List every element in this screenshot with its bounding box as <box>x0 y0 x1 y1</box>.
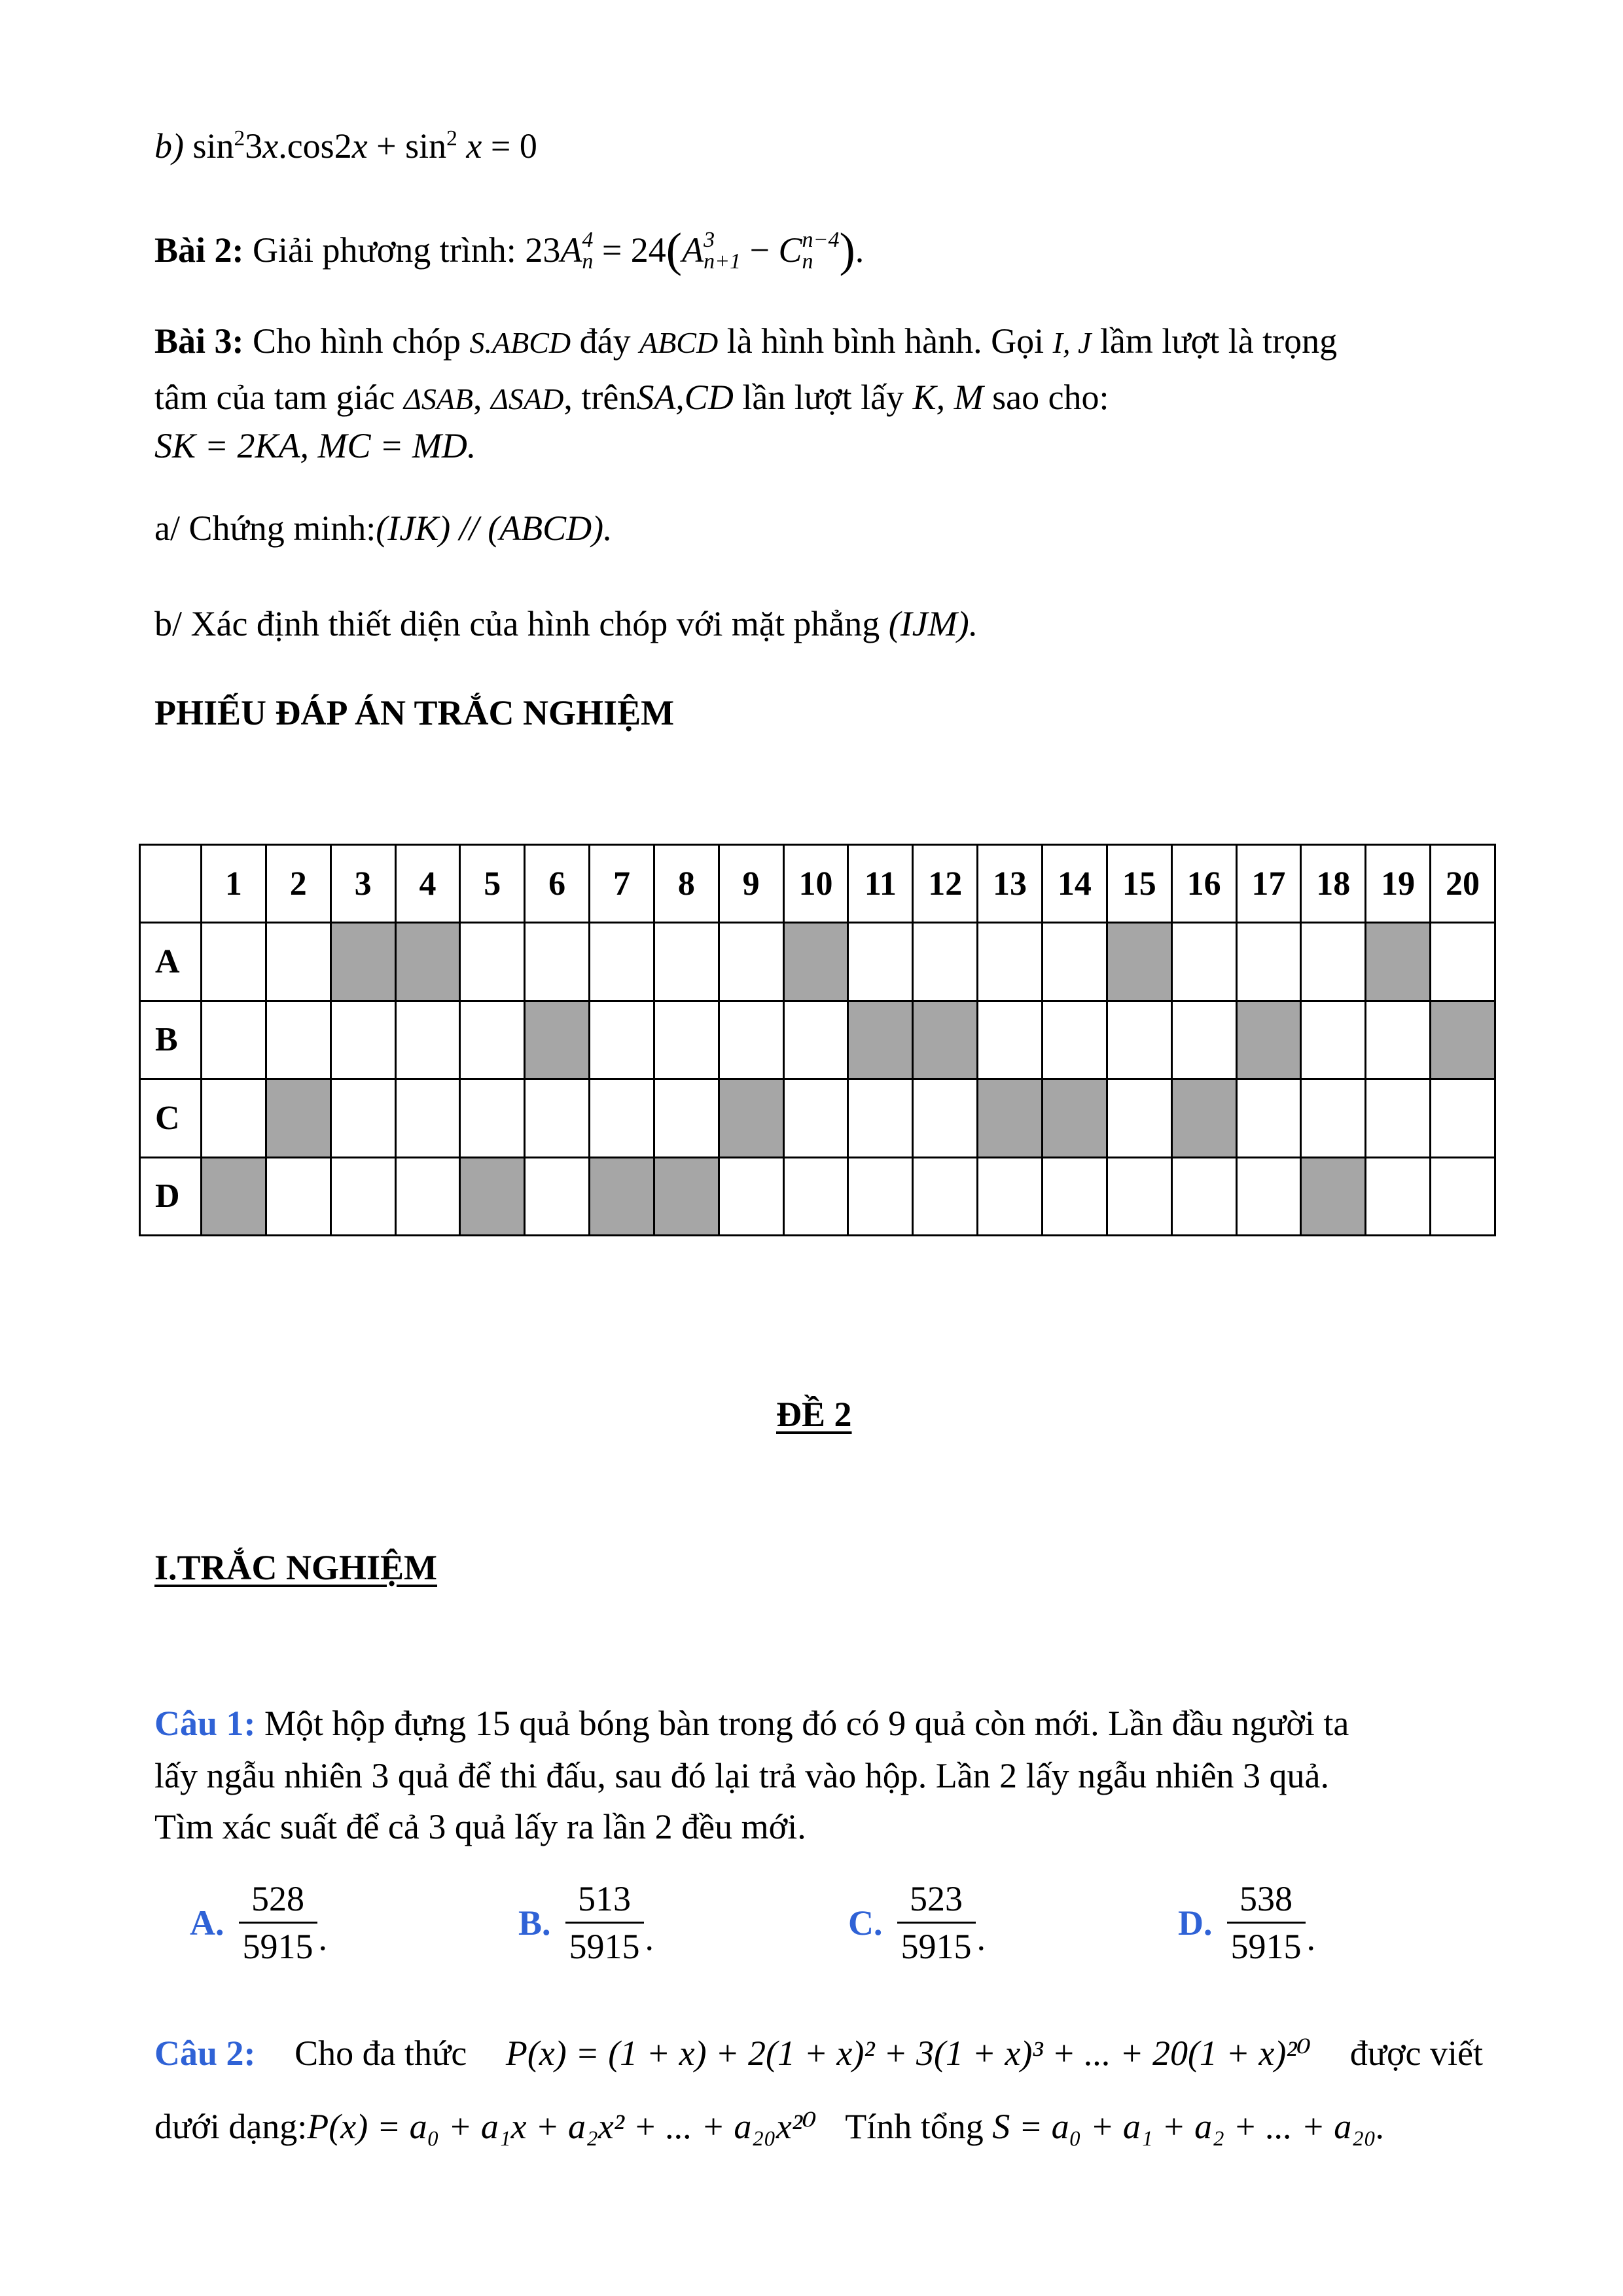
exponent: 2 <box>446 126 457 151</box>
cau2-expansion: P(x) = a₀ + a₁x + a₂x² + ... + a₂₀x²⁰ <box>307 2107 817 2146</box>
sub: n+1 <box>704 249 741 274</box>
answer-cell-filled[interactable] <box>978 1079 1043 1157</box>
bai3-line1 <box>154 323 1337 359</box>
answer-cell[interactable] <box>848 923 913 1001</box>
row-label: C <box>140 1079 202 1157</box>
answer-cell[interactable] <box>1042 1157 1107 1235</box>
answer-cell-filled[interactable] <box>654 1157 719 1235</box>
cau1-line3: Tìm xác suất để cả 3 quả lấy ra lần 2 đều mới. <box>154 1807 806 1846</box>
answer-cell-filled[interactable] <box>719 1079 783 1157</box>
cau2-text4: Tính tổng <box>845 2107 984 2146</box>
text: lầm lượt là trọng <box>1099 321 1338 361</box>
math: ΔSAD <box>491 382 564 416</box>
answer-cell[interactable] <box>1042 1001 1107 1079</box>
corner-cell <box>140 845 202 923</box>
text: sao cho: <box>992 378 1109 417</box>
column-header: 15 <box>1107 845 1171 923</box>
cau1-label: Câu 1: <box>154 1704 256 1743</box>
cau1-option-a[interactable] <box>190 1881 327 1964</box>
column-header: 10 <box>783 845 848 923</box>
answer-cell[interactable] <box>1236 1079 1301 1157</box>
column-header: 9 <box>719 845 783 923</box>
denominator: 5915 <box>239 1922 317 1964</box>
answer-cell[interactable] <box>590 1001 654 1079</box>
cau1-option-c[interactable] <box>848 1881 986 1964</box>
bai3-title: Bài 3: <box>154 321 244 361</box>
answer-cell-filled[interactable] <box>913 1001 978 1079</box>
denominator: 5915 <box>1227 1922 1306 1964</box>
answer-cell[interactable] <box>719 1157 783 1235</box>
math: ABCD <box>639 326 719 359</box>
part-b <box>154 606 978 641</box>
column-header: 12 <box>913 845 978 923</box>
answer-cell[interactable] <box>978 1157 1043 1235</box>
cos-term: .cos2 <box>278 126 352 166</box>
text: lần lượt lấy <box>742 378 904 417</box>
column-header: 14 <box>1042 845 1107 923</box>
answer-cell[interactable] <box>590 1079 654 1157</box>
numerator: 513 <box>578 1879 632 1918</box>
answer-cell[interactable] <box>202 1001 266 1079</box>
denominator: 5915 <box>565 1922 644 1964</box>
answer-cell-filled[interactable] <box>1366 923 1431 1001</box>
part-a-expr: (IJK) // (ABCD). <box>376 509 613 548</box>
answer-cell[interactable] <box>330 1079 395 1157</box>
equation-line-b <box>154 128 537 164</box>
answer-cell[interactable] <box>1171 1001 1236 1079</box>
answer-cell[interactable] <box>460 923 525 1001</box>
bai3-line3: SK = 2KA, MC = MD. <box>154 426 476 465</box>
answer-cell[interactable] <box>1042 923 1107 1001</box>
answer-cell[interactable] <box>1301 1079 1366 1157</box>
equals-zero: = 0 <box>482 126 537 166</box>
column-header: 18 <box>1301 845 1366 923</box>
cau2-text3: dưới dạng: <box>154 2107 308 2146</box>
part-a <box>154 511 613 546</box>
cau1-option-d[interactable] <box>1178 1881 1315 1964</box>
column-header: 5 <box>460 845 525 923</box>
cau1-line2: lấy ngẫu nhiên 3 quả để thi đấu, sau đó lại trả vào hộp. Lần 2 lấy ngẫu nhiên 3 quả. <box>154 1756 1330 1795</box>
minus: − <box>741 230 779 270</box>
option-fraction <box>897 1881 976 1964</box>
numerator: 528 <box>251 1879 304 1918</box>
answer-cell-filled[interactable] <box>460 1157 525 1235</box>
answer-cell-filled[interactable] <box>1236 1001 1301 1079</box>
answer-cell[interactable] <box>783 1079 848 1157</box>
bai2-title: Bài 2: <box>154 230 244 270</box>
answer-cell[interactable] <box>525 1079 590 1157</box>
exponent: 2 <box>234 126 245 151</box>
cau2-polynomial: P(x) = (1 + x) + 2(1 + x)² + 3(1 + x)³ + ... + 20(1 + x)²⁰ <box>505 2034 1311 2073</box>
answer-table-body <box>140 845 1495 1236</box>
answer-cell-filled[interactable] <box>266 1079 330 1157</box>
answer-cell[interactable] <box>266 923 330 1001</box>
answer-cell[interactable] <box>1171 1157 1236 1235</box>
cau1-text: Một hộp đựng 15 quả bóng bàn trong đó có 9 quả còn mới. Lần đầu người ta <box>264 1704 1349 1743</box>
answer-cell[interactable] <box>848 1079 913 1157</box>
answer-row-c <box>140 1079 1495 1157</box>
part-b-expr: (IJM). <box>888 604 978 643</box>
part-label: b) <box>154 126 184 166</box>
text: , <box>473 378 482 417</box>
answer-cell[interactable] <box>719 923 783 1001</box>
text: là hình bình hành. Gọi <box>726 321 1044 361</box>
answer-cell[interactable] <box>1431 1157 1495 1235</box>
answer-cell[interactable] <box>654 923 719 1001</box>
bai3-line2 <box>154 380 1109 415</box>
period: . <box>855 230 865 270</box>
var: x <box>351 126 368 166</box>
answer-cell[interactable] <box>330 1001 395 1079</box>
answer-cell-filled[interactable] <box>783 923 848 1001</box>
arrangement-A: A <box>560 230 582 270</box>
text: tâm của tam giác <box>154 378 395 417</box>
answer-cell[interactable] <box>783 1157 848 1235</box>
math: SA,CD <box>636 378 734 417</box>
math: I, J <box>1052 326 1092 359</box>
answer-cell-filled[interactable] <box>848 1001 913 1079</box>
cau2-line2 <box>154 2109 1385 2144</box>
column-header: 16 <box>1171 845 1236 923</box>
period: . <box>1306 1918 1315 1958</box>
answer-cell[interactable] <box>525 1157 590 1235</box>
var: x <box>262 126 279 166</box>
denominator: 5915 <box>897 1922 976 1964</box>
answer-row-d <box>140 1157 1495 1235</box>
answer-cell[interactable] <box>913 1157 978 1235</box>
part-a-label: a/ Chứng minh: <box>154 509 376 548</box>
option-letter: D. <box>1178 1903 1213 1943</box>
equals: = 24 <box>593 230 666 270</box>
answer-cell[interactable] <box>1366 1157 1431 1235</box>
column-header: 13 <box>978 845 1043 923</box>
answer-cell[interactable] <box>460 1079 525 1157</box>
answer-cell[interactable] <box>330 1157 395 1235</box>
sub: n <box>802 249 813 274</box>
cau2-label: Câu 2: <box>154 2034 256 2073</box>
period: . <box>645 1918 654 1958</box>
answer-cell-filled[interactable] <box>395 923 460 1001</box>
arrangement-A2: A <box>682 230 704 270</box>
paren: ) <box>839 223 855 276</box>
answer-cell[interactable] <box>1366 1079 1431 1157</box>
answer-cell[interactable] <box>1301 923 1366 1001</box>
column-header: 3 <box>330 845 395 923</box>
column-header: 7 <box>590 845 654 923</box>
answer-cell-filled[interactable] <box>1042 1079 1107 1157</box>
column-header: 17 <box>1236 845 1301 923</box>
answer-cell[interactable] <box>266 1157 330 1235</box>
math: ΔSAB <box>403 382 474 416</box>
answer-cell[interactable] <box>1171 923 1236 1001</box>
answer-cell[interactable] <box>978 923 1043 1001</box>
math: S.ABCD <box>469 326 571 359</box>
column-header: 8 <box>654 845 719 923</box>
answer-cell-filled[interactable] <box>1431 1001 1495 1079</box>
answer-cell[interactable] <box>1366 1001 1431 1079</box>
bai2-coef: 23 <box>525 230 561 270</box>
column-header: 1 <box>202 845 266 923</box>
answer-cell[interactable] <box>978 1001 1043 1079</box>
answer-cell[interactable] <box>202 1079 266 1157</box>
coef: 3 <box>245 126 263 166</box>
answer-cell[interactable] <box>1431 1079 1495 1157</box>
answer-cell[interactable] <box>654 1001 719 1079</box>
answer-cell[interactable] <box>848 1157 913 1235</box>
answer-cell[interactable] <box>590 923 654 1001</box>
cau2-line1 <box>154 2036 1483 2071</box>
answer-cell[interactable] <box>654 1079 719 1157</box>
answer-cell[interactable] <box>202 923 266 1001</box>
part-b-label: b/ Xác định thiết diện của hình chóp với mặt phẳng <box>154 604 880 643</box>
answer-cell[interactable] <box>783 1001 848 1079</box>
answer-cell-filled[interactable] <box>590 1157 654 1235</box>
text: đáy <box>579 321 631 361</box>
column-header: 19 <box>1366 845 1431 923</box>
option-letter: A. <box>190 1903 224 1943</box>
column-header: 20 <box>1431 845 1495 923</box>
answer-heading: PHIẾU ĐÁP ÁN TRẮC NGHIỆM <box>154 693 675 732</box>
answer-cell-filled[interactable] <box>525 1001 590 1079</box>
sup: n−4 <box>802 228 840 253</box>
cau2-sum: S = a₀ + a₁ + a₂ + ... + a₂₀. <box>992 2107 1385 2146</box>
answer-cell[interactable] <box>1107 1157 1171 1235</box>
sup: 4 <box>582 228 594 253</box>
cau2-text: Cho đa thức <box>294 2034 467 2073</box>
answer-cell-filled[interactable] <box>330 923 395 1001</box>
combination-C: C <box>778 230 802 270</box>
column-header: 6 <box>525 845 590 923</box>
text: , trên <box>563 378 637 417</box>
column-header: 4 <box>395 845 460 923</box>
answer-cell[interactable] <box>1431 923 1495 1001</box>
numerator: 523 <box>910 1879 963 1918</box>
section-title: I.TRẮC NGHIỆM <box>154 1548 438 1587</box>
answer-cell[interactable] <box>913 923 978 1001</box>
period: . <box>976 1918 986 1958</box>
plus-sin: + sin <box>367 126 447 166</box>
paren: ( <box>666 223 683 276</box>
answer-cell[interactable] <box>1301 1001 1366 1079</box>
option-fraction <box>565 1881 644 1964</box>
answer-table <box>139 844 1496 1236</box>
sup: 3 <box>704 228 715 253</box>
sub: n <box>582 249 594 274</box>
option-fraction <box>239 1881 317 1964</box>
cau1-option-b[interactable] <box>518 1881 654 1964</box>
row-label: A <box>140 923 202 1001</box>
answer-cell[interactable] <box>1236 1157 1301 1235</box>
answer-cell[interactable] <box>913 1079 978 1157</box>
answer-cell-filled[interactable] <box>1107 923 1171 1001</box>
math: K, M <box>912 378 984 417</box>
row-label: D <box>140 1157 202 1235</box>
answer-cell[interactable] <box>719 1001 783 1079</box>
column-header: 2 <box>266 845 330 923</box>
answer-cell[interactable] <box>1107 1079 1171 1157</box>
answer-cell[interactable] <box>1236 923 1301 1001</box>
answer-cell[interactable] <box>395 1157 460 1235</box>
answer-cell[interactable] <box>525 923 590 1001</box>
answer-row-a <box>140 923 1495 1001</box>
row-label: B <box>140 1001 202 1079</box>
period: . <box>318 1918 327 1958</box>
answer-cell[interactable] <box>395 1079 460 1157</box>
answer-cell[interactable] <box>1107 1001 1171 1079</box>
sin-func: sin <box>192 126 234 166</box>
column-header: 11 <box>848 845 913 923</box>
cau2-text2: được viết <box>1349 2034 1483 2073</box>
answer-cell[interactable] <box>460 1001 525 1079</box>
option-letter: C. <box>848 1903 883 1943</box>
cau1-line1 <box>154 1706 1349 1741</box>
bai2-text: Giải phương trình: <box>253 230 516 270</box>
option-fraction <box>1227 1881 1306 1964</box>
var: x <box>466 126 482 166</box>
option-letter: B. <box>518 1903 551 1943</box>
answer-cell[interactable] <box>395 1001 460 1079</box>
answer-table-header-row <box>140 845 1495 923</box>
answer-cell[interactable] <box>266 1001 330 1079</box>
answer-cell-filled[interactable] <box>1301 1157 1366 1235</box>
answer-cell-filled[interactable] <box>1171 1079 1236 1157</box>
text: Cho hình chóp <box>253 321 461 361</box>
numerator: 538 <box>1240 1879 1293 1918</box>
answer-row-b <box>140 1001 1495 1079</box>
bai2-line <box>154 223 864 275</box>
answer-cell-filled[interactable] <box>202 1157 266 1235</box>
de2-title: ĐỀ 2 <box>776 1395 852 1434</box>
